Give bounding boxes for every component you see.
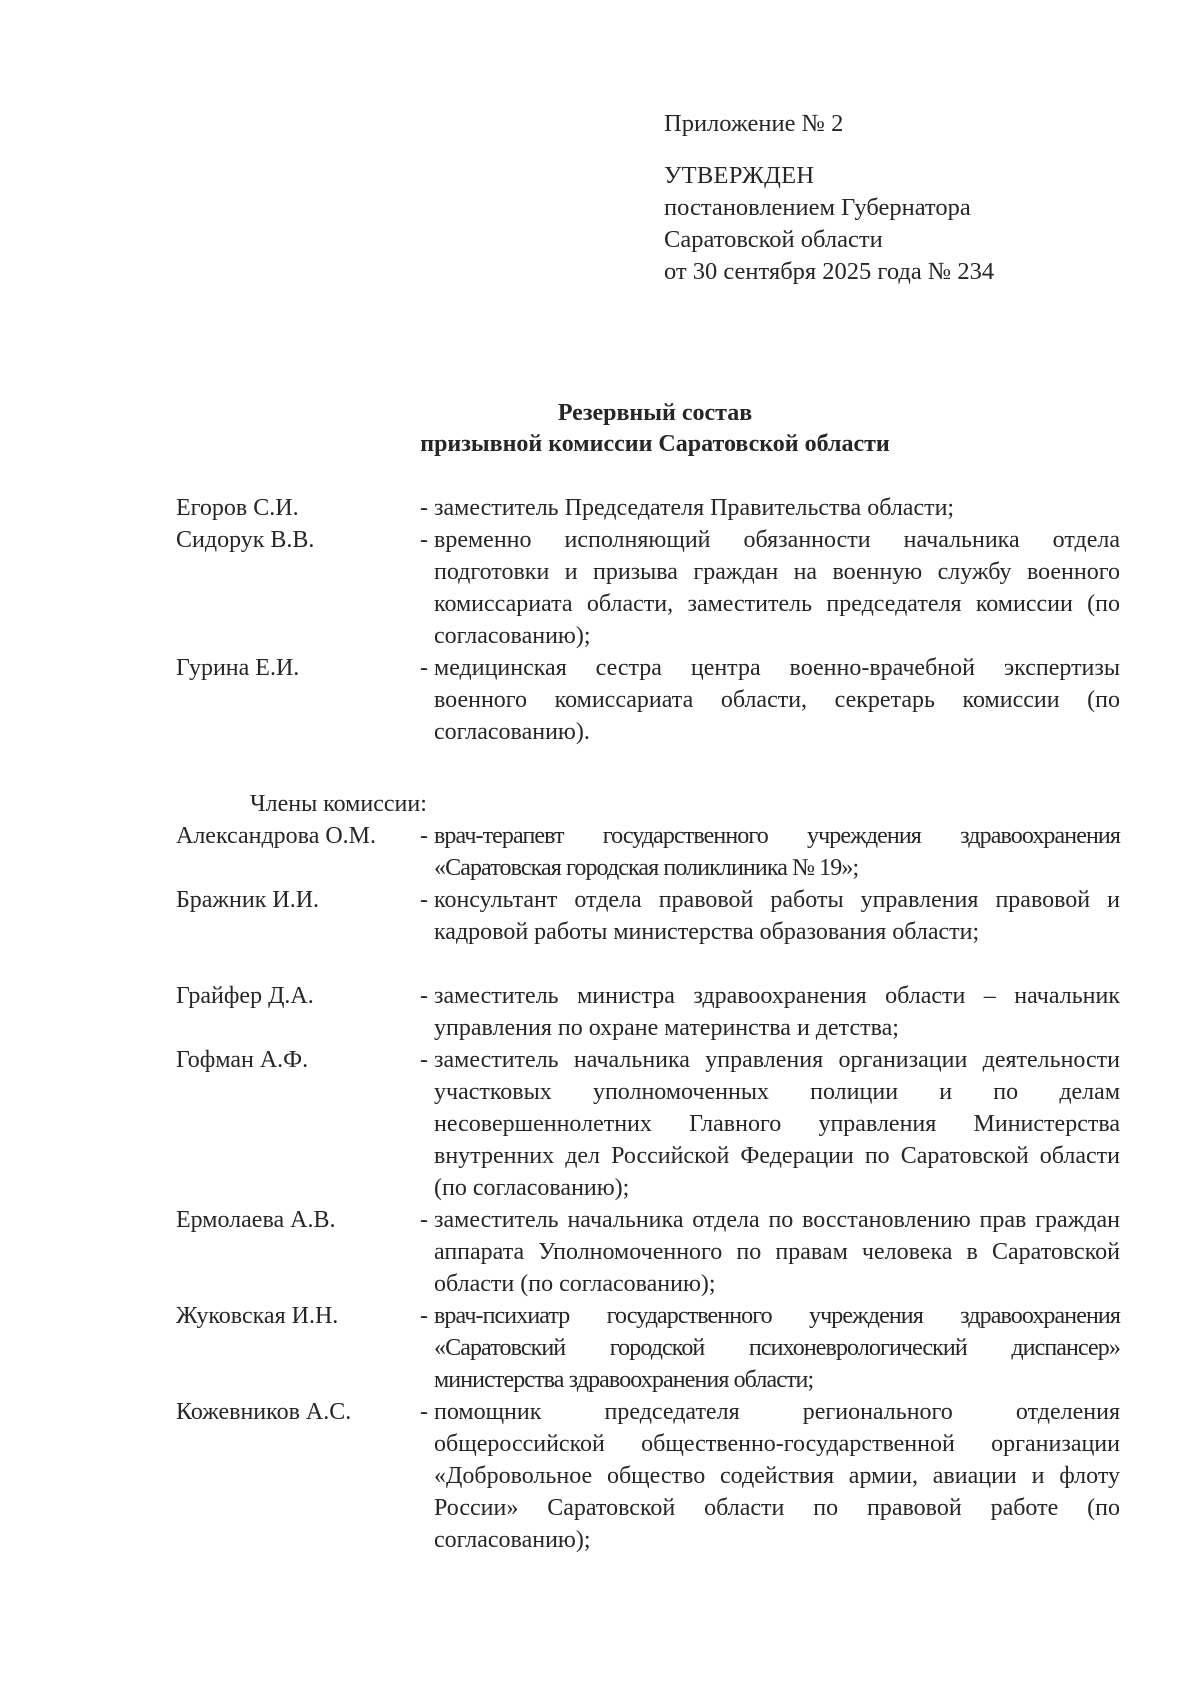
position-text: помощник председателя регионального отделения общероссийской общественно-государственной организации «Добровольное общество содействия армии, авиации и флоту России» Саратовской области по правовой работе (по согласованию); [434, 1399, 1120, 1553]
position-text: заместитель Председателя Правительства области; [434, 495, 955, 521]
approval-line: постановлением Губернатора [664, 194, 971, 221]
dash: - [420, 527, 428, 553]
position-text: заместитель начальника управления организации деятельности участковых уполномоченных полиции и по делам несовершеннолетних Главного управления Министерства внутренних дел Российской Федерации по Саратовской области (по согласованию); [434, 1047, 1120, 1201]
members-heading: Члены комиссии: [250, 791, 427, 817]
person-name: Грайфер Д.А. [176, 983, 314, 1009]
position-text: заместитель министра здравоохранения области – начальник управления по охране материнства и детства; [434, 983, 1120, 1041]
approved-stamp-text: УТВЕРЖДЕН [664, 162, 815, 189]
approval-line: Саратовской области [664, 226, 883, 253]
person-position [420, 492, 1200, 524]
person-name: Кожевников А.С. [176, 1399, 352, 1425]
person-name: Сидорук В.В. [176, 527, 315, 553]
person-name: Ермолаева А.В. [176, 1207, 336, 1233]
person-position [420, 980, 1200, 1044]
person-position [420, 1044, 1200, 1204]
dash: - [420, 1207, 428, 1233]
person-position [420, 1300, 1200, 1396]
person-position [420, 652, 1200, 748]
position-text: консультант отдела правовой работы управления правовой и кадровой работы министерства образования области; [434, 887, 1120, 945]
position-text: медицинская сестра центра военно-врачебной экспертизы военного комиссариата области, секретарь комиссии (по согласованию). [434, 655, 1120, 745]
annex-number: Приложение № 2 [664, 110, 844, 137]
dash: - [420, 887, 428, 913]
dash: - [420, 655, 428, 681]
approval-line: от 30 сентября 2025 года № 234 [664, 258, 995, 285]
person-position [420, 884, 1200, 948]
dash: - [420, 1047, 428, 1073]
position-text: врач-терапевт государственного учреждения здравоохранения «Саратовская городская поликлиника № 19»; [434, 823, 1120, 881]
person-name: Егоров С.И. [176, 495, 299, 521]
person-name: Бражник И.И. [176, 887, 320, 913]
approval-block [664, 108, 994, 288]
person-name: Гурина Е.И. [176, 655, 300, 681]
dash: - [420, 1399, 428, 1425]
person-position [420, 524, 1200, 652]
title-line: Резервный состав [557, 400, 753, 426]
dash: - [420, 1303, 428, 1329]
person-position [420, 1396, 1200, 1556]
person-name: Гофман А.Ф. [176, 1047, 309, 1073]
position-text: временно исполняющий обязанности начальника отдела подготовки и призыва граждан на военную службу военного комиссариата области, заместитель председателя комиссии (по согласованию); [434, 527, 1120, 649]
dash: - [420, 983, 428, 1009]
dash: - [420, 495, 428, 521]
person-name: Александрова О.М. [176, 823, 377, 849]
position-text: врач-психиатр государственного учреждения здравоохранения «Саратовский городской психоневрологический диспансер» министерства здравоохранения области; [434, 1303, 1120, 1393]
person-position [420, 1204, 1200, 1300]
position-text: заместитель начальника отдела по восстановлению прав граждан аппарата Уполномоченного по правам человека в Саратовской области (по согласованию); [434, 1207, 1120, 1297]
person-position [420, 820, 1200, 884]
dash: - [420, 823, 428, 849]
person-name: Жуковская И.Н. [176, 1303, 339, 1329]
title-line: призывной комиссии Саратовской области [420, 431, 890, 457]
document-title [0, 398, 1200, 460]
